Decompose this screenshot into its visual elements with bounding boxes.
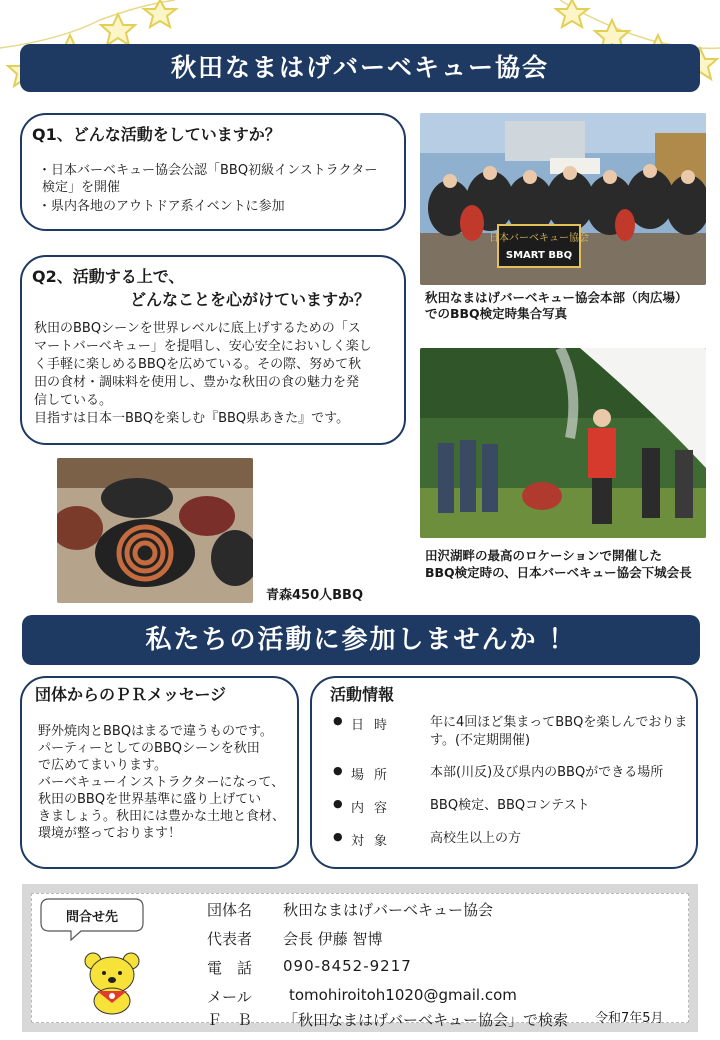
photo1-caption-line2: でのBBQ検定時集合写真 bbox=[425, 306, 568, 321]
issue-date: 令和7年5月 bbox=[595, 1011, 664, 1026]
grill-photo bbox=[57, 458, 253, 603]
activity-value: 本部(川反)及び県内のBBQができる場所 bbox=[430, 765, 664, 780]
star-icon bbox=[101, 14, 135, 45]
lakeside-photo bbox=[420, 348, 706, 538]
activity-value: 年に4回ほど集まってBBQを楽しんでおります。(不定期開催) bbox=[430, 715, 688, 748]
pr-body-line: で広めてまいります。 bbox=[38, 758, 167, 773]
q2-body-line: 田の食材・調味料を使用し、豊かな秋田の食の魅力を発 bbox=[34, 375, 360, 390]
group-banner-text: 日本バーベキュー協会 bbox=[489, 233, 589, 244]
activity-label: 対象 bbox=[351, 834, 398, 849]
page-title-banner bbox=[20, 44, 700, 92]
star-icon bbox=[144, 0, 176, 27]
pr-body-line: 野外焼肉とBBQはまるで違うものです。 bbox=[38, 724, 273, 739]
pr-body-line: パーティーとしてのBBQシーンを秋田 bbox=[38, 741, 260, 756]
contact-key: メール bbox=[207, 988, 252, 1006]
photo1-caption-line1: 秋田なまはげバーベキュー協会本部（肉広場） bbox=[425, 290, 688, 305]
q2-title-line1: Q2、活動する上で、 bbox=[32, 267, 185, 286]
cta-banner bbox=[22, 615, 700, 665]
bear-mascot-icon bbox=[79, 949, 145, 1015]
pr-title: 団体からのＰＲメッセージ bbox=[35, 685, 227, 704]
q2-body-line: マートバーベキュー」を提唱し、安心安全においしく楽し bbox=[34, 339, 372, 354]
bullet-icon: ● bbox=[333, 797, 343, 810]
q1-item: ・県内各地のアウトドア系イベントに参加 bbox=[38, 199, 285, 214]
contact-value: 会長 伊藤 智博 bbox=[283, 930, 383, 948]
pr-body-line: バーベキューインストラクターになって、 bbox=[38, 775, 285, 790]
q1-item: 検定」を開催 bbox=[42, 180, 121, 195]
contact-speech-bubble bbox=[37, 895, 147, 941]
contact-email-link[interactable]: tomohiroitoh1020@gmail.com bbox=[289, 986, 517, 1004]
bullet-icon: ● bbox=[333, 764, 343, 777]
activity-label: 場所 bbox=[351, 768, 398, 783]
contact-heading: 問合せ先 bbox=[65, 910, 119, 925]
pr-body-line: 環境が整っております！ bbox=[38, 826, 182, 841]
q2-body-line: 目指すは日本一BBQを楽しむ『BBQ県あきた』です。 bbox=[34, 411, 350, 426]
q2-body-line: く手軽に楽しめるBBQを広めている。その際、努めて秋 bbox=[34, 357, 362, 372]
page-title: 秋田なまはげバーベキュー協会 bbox=[170, 53, 549, 82]
q2-body-line: 秋田のBBQシーンを世界レベルに底上げするための「ス bbox=[34, 321, 361, 336]
pr-body-line: きましょう。秋田には豊かな土地と食材、 bbox=[38, 809, 286, 824]
contact-phone[interactable]: 090-8452-9217 bbox=[283, 957, 412, 975]
activity-row-content bbox=[333, 797, 693, 817]
group-photo bbox=[420, 113, 706, 285]
q1-title: Q1、どんな活動をしていますか？ bbox=[32, 125, 281, 144]
photo2-caption-line1: 田沢湖畔の最高のロケーションで開催した bbox=[425, 548, 663, 563]
activity-label: 日時 bbox=[351, 718, 398, 733]
activity-label: 内容 bbox=[351, 801, 398, 816]
q2-body-line: 信している。 bbox=[34, 393, 113, 408]
activity-row-place bbox=[333, 764, 693, 784]
cta-title: 私たちの活動に参加しませんか ！ bbox=[145, 625, 577, 655]
contact-key: 団体名 bbox=[207, 901, 253, 919]
photo3-caption: 青森450人BBQ bbox=[266, 588, 364, 603]
activity-value: 高校生以上の方 bbox=[430, 831, 522, 846]
contact-key: 代表者 bbox=[207, 930, 253, 948]
contact-value: 「秋田なまはげバーベキュー協会」で検索 bbox=[283, 1011, 569, 1029]
star-icon bbox=[556, 0, 588, 27]
q2-title-line2: どんなことを心がけていますか？ bbox=[130, 290, 371, 309]
activity-value: BBQ検定、BBQコンテスト bbox=[430, 798, 590, 813]
contact-key: 電 話 bbox=[207, 959, 253, 977]
q1-item: ・日本バーベキュー協会公認「BBQ初級インストラクター bbox=[38, 163, 378, 178]
activity-title: 活動情報 bbox=[330, 685, 395, 704]
contact-key: Ｆ Ｂ bbox=[207, 1011, 253, 1029]
photo2-caption-line2: BBQ検定時の、日本バーベキュー協会下城会長 bbox=[425, 565, 692, 580]
activity-row-datetime bbox=[333, 714, 693, 754]
contact-box bbox=[22, 884, 698, 1032]
bullet-icon: ● bbox=[333, 830, 343, 843]
pr-body-line: 秋田のBBQを世界基準に盛り上げてい bbox=[38, 792, 262, 807]
bullet-icon: ● bbox=[333, 714, 343, 727]
group-banner-sub: SMART BBQ bbox=[505, 250, 573, 261]
contact-value: 秋田なまはげバーベキュー協会 bbox=[283, 901, 494, 919]
activity-row-target bbox=[333, 830, 693, 850]
